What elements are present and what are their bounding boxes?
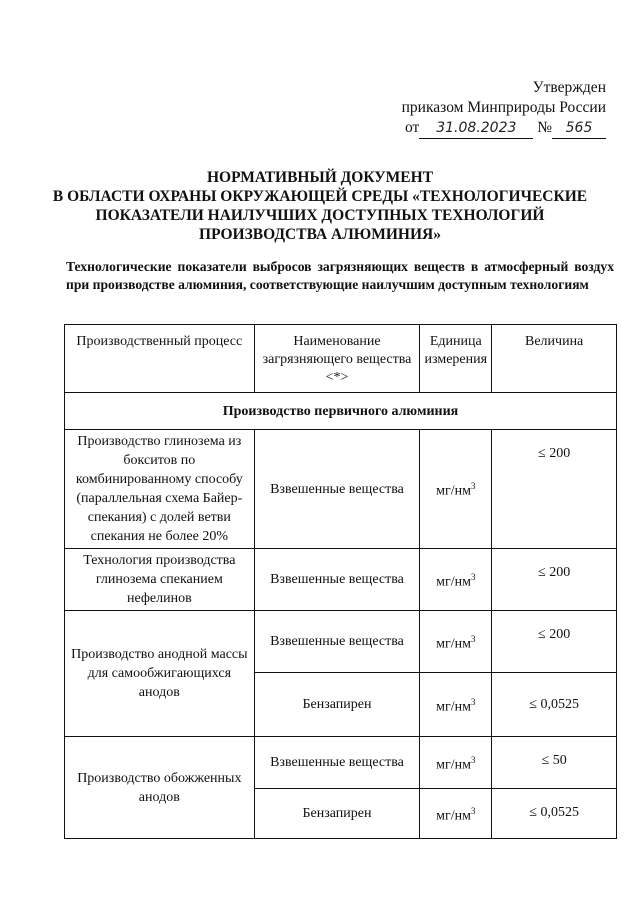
process-cell: Технология производства глинозема спеканием нефелинов xyxy=(65,549,255,611)
unit-cell xyxy=(420,549,492,611)
unit-exponent: 3 xyxy=(470,805,476,816)
unit-cell xyxy=(420,611,492,673)
value-cell: ≤ 0,0525 xyxy=(492,789,617,839)
pollutant-cell: Взвешенные вещества xyxy=(254,549,420,611)
order-number: 565 xyxy=(552,118,606,139)
value-cell: ≤ 200 xyxy=(492,611,617,673)
process-cell: Производство глинозема из бокситов по комбинированному способу (параллельная схема Байер-спекания) с долей ветви спекания не более 20% xyxy=(65,430,255,549)
unit-exponent: 3 xyxy=(470,481,476,492)
header-pollutant: Наименование загрязняющего вещества <*> xyxy=(254,325,420,393)
value-cell: ≤ 200 xyxy=(492,549,617,611)
header-value: Величина xyxy=(492,325,617,393)
from-prefix: от xyxy=(405,119,420,136)
unit-cell xyxy=(420,673,492,737)
unit-text: мг/нм xyxy=(436,808,471,824)
value-cell: ≤ 0,0525 xyxy=(492,673,617,737)
emissions-table xyxy=(64,324,617,839)
title-line-3: ПОКАЗАТЕЛИ НАИЛУЧШИХ ДОСТУПНЫХ ТЕХНОЛОГИЙ xyxy=(95,207,545,224)
table-caption: Технологические показатели выбросов загрязняющих веществ в атмосферный воздух при производстве алюминия, соответствующие наилучшим доступным технологиям xyxy=(66,259,614,292)
table-row xyxy=(65,549,617,611)
unit-text: мг/нм xyxy=(436,636,471,652)
unit-exponent: 3 xyxy=(470,696,476,707)
pollutant-cell: Взвешенные вещества xyxy=(254,611,420,673)
pollutant-cell: Бензапирен xyxy=(254,789,420,839)
table-header-row xyxy=(65,325,617,393)
unit-text: мг/нм xyxy=(436,757,471,773)
section-title: Производство первичного алюминия xyxy=(65,393,617,430)
pollutant-cell: Взвешенные вещества xyxy=(254,430,420,549)
pollutant-cell: Бензапирен xyxy=(254,673,420,737)
table-row xyxy=(65,430,617,549)
unit-text: мг/нм xyxy=(436,574,471,590)
unit-text: мг/нм xyxy=(436,483,471,499)
pollutant-cell: Взвешенные вещества xyxy=(254,737,420,789)
number-prefix: № xyxy=(537,119,552,136)
value-cell: ≤ 200 xyxy=(492,430,617,549)
approval-date-number-line xyxy=(402,118,606,139)
unit-exponent: 3 xyxy=(470,571,476,582)
header-unit: Единица измерения xyxy=(420,325,492,393)
unit-exponent: 3 xyxy=(470,633,476,644)
section-row xyxy=(65,393,617,430)
approval-block xyxy=(402,78,606,139)
document-title xyxy=(40,168,600,244)
title-line-2: В ОБЛАСТИ ОХРАНЫ ОКРУЖАЮЩЕЙ СРЕДЫ «ТЕХНОЛОГИЧЕСКИЕ xyxy=(52,188,588,205)
table-row xyxy=(65,611,617,673)
process-cell: Производство анодной массы для самообжигающихся анодов xyxy=(65,611,255,737)
approval-line-2: приказом Минприроды России xyxy=(401,99,606,116)
unit-cell xyxy=(420,430,492,549)
title-line-1: НОРМАТИВНЫЙ ДОКУМЕНТ xyxy=(206,169,434,186)
unit-cell xyxy=(420,789,492,839)
title-line-4: ПРОИЗВОДСТВА АЛЮМИНИЯ» xyxy=(199,226,441,243)
unit-exponent: 3 xyxy=(470,754,476,765)
order-date: 31.08.2023 xyxy=(419,118,533,139)
approval-line-1: Утвержден xyxy=(532,79,606,96)
value-cell: ≤ 50 xyxy=(492,737,617,789)
table-row xyxy=(65,737,617,789)
unit-text: мг/нм xyxy=(436,699,471,715)
header-process: Производственный процесс xyxy=(65,325,255,393)
unit-cell xyxy=(420,737,492,789)
process-cell: Производство обожженных анодов xyxy=(65,737,255,839)
